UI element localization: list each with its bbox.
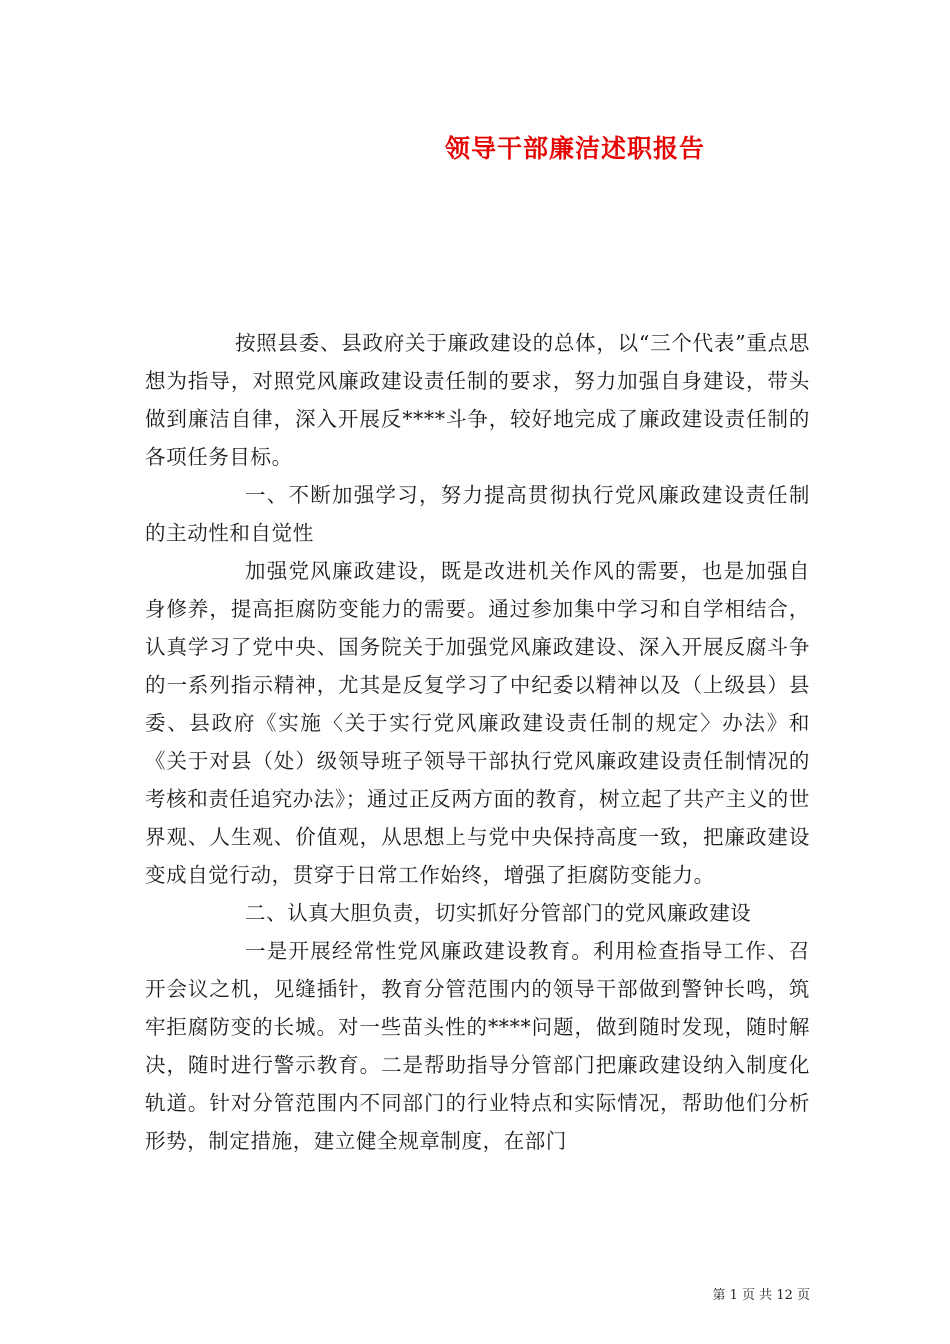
document-body — [145, 324, 810, 1160]
section-heading-2: 二、认真大胆负责，切实抓好分管部门的党风廉政建设 — [245, 901, 752, 925]
paragraph-intro: 按照县委、县政府关于廉政建设的总体，以“三个代表”重点思想为指导，对照党风廉政建设责任制的要求，努力加强自身建设，带头做到廉洁自律，深入开展反****斗争，较好地完成了廉政建设责任制的各项任务目标。 — [145, 331, 810, 469]
paragraph-responsibility: 一是开展经常性党风廉政建设教育。利用检查指导工作、召开会议之机，见缝插针，教育分管范围内的领导干部做到警钟长鸣，筑牢拒腐防变的长城。对一些苗头性的****问题，做到随时发现，随时解决，随时进行警示教育。二是帮助指导分管部门把廉政建设纳入制度化轨道。针对分管范围内不同部门的行业特点和实际情况，帮助他们分析形势，制定措施，建立健全规章制度，在部门 — [145, 939, 810, 1153]
page-number: 第 1 页 共 12 页 — [712, 1288, 810, 1303]
section-heading-1: 一、不断加强学习，努力提高贯彻执行党风廉政建设责任制的主动性和自觉性 — [145, 483, 810, 545]
document-title: 领导干部廉洁述职报告 — [444, 134, 705, 163]
paragraph-study: 加强党风廉政建设，既是改进机关作风的需要，也是加强自身修养，提高拒腐防变能力的需要。通过参加集中学习和自学相结合，认真学习了党中央、国务院关于加强党风廉政建设、深入开展反腐斗争的一系列指示精神，尤其是反复学习了中纪委以精神以及（上级县）县委、县政府《实施〈关于实行党风廉政建设责任制的规定〉办法》和《关于对县（处）级领导班子领导干部执行党风廉政建设责任制情况的考核和责任追究办法》；通过正反两方面的教育，树立起了共产主义的世界观、人生观、价值观，从思想上与党中央保持高度一致，把廉政建设变成自觉行动，贯穿于日常工作始终，增强了拒腐防变能力。 — [145, 559, 810, 887]
